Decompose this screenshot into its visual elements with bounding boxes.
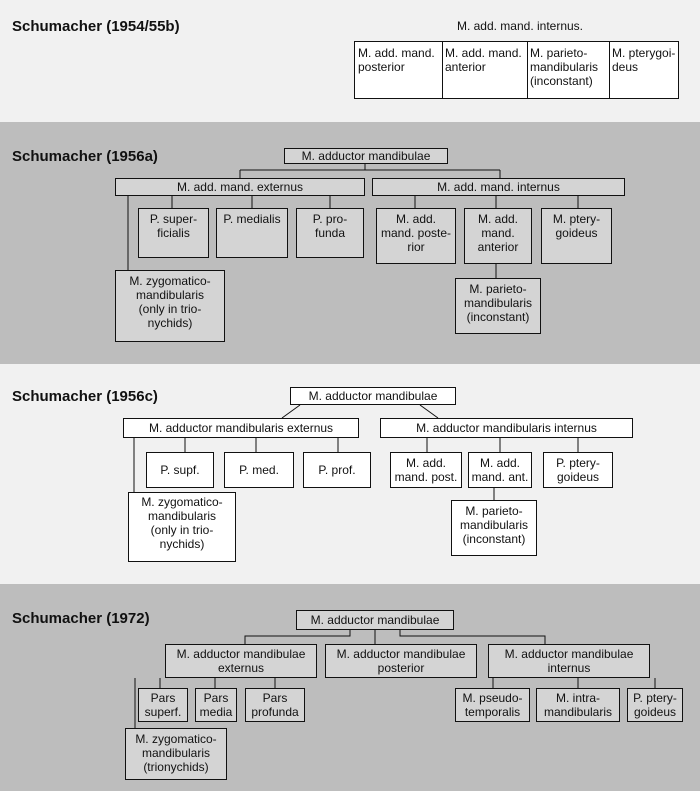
ext-child-node: Pars superf. (138, 688, 188, 722)
int-child-node: M. pseudo- temporalis (455, 688, 530, 722)
posterior-node: M. adductor mandibulae posterior (325, 644, 477, 678)
panel-title: Schumacher (1954/55b) (12, 18, 180, 35)
ext-child-node: P. med. (224, 452, 294, 488)
zygomatico-node: M. zygomatico- mandibularis (only in trio- nychids) (115, 270, 225, 342)
root-node: M. adductor mandibulae (296, 610, 454, 630)
panel-title: Schumacher (1956a) (12, 148, 158, 165)
ext-child-node: P. super- ficialis (138, 208, 209, 258)
zygomatico-node: M. zygomatico- mandibularis (trionychids) (125, 728, 227, 780)
table-cell: M. pterygoi- deus (612, 46, 676, 74)
parieto-node: M. parieto- mandibularis (inconstant) (455, 278, 541, 334)
parieto-node: M. parieto- mandibularis (inconstant) (451, 500, 537, 556)
ext-child-node: P. supf. (146, 452, 214, 488)
externus-node: M. adductor mandibularis externus (123, 418, 359, 438)
panel-title: Schumacher (1972) (12, 610, 150, 627)
int-child-node: M. add. mand. ant. (468, 452, 532, 488)
table-header: M. add. mand. internus. (456, 19, 584, 33)
panel-schumacher-1956a (0, 122, 700, 364)
int-child-node: M. intra- mandibularis (536, 688, 620, 722)
ext-child-node: P. pro- funda (296, 208, 364, 258)
int-child-node: M. add. mand. post. (390, 452, 462, 488)
int-child-node: M. add. mand. anterior (464, 208, 532, 264)
ext-child-node: P. medialis (216, 208, 288, 258)
panel-schumacher-1954 (0, 0, 700, 122)
ext-child-node: Pars media (195, 688, 237, 722)
panel-title: Schumacher (1956c) (12, 388, 158, 405)
panel-schumacher-1956c (0, 364, 700, 584)
internus-node: M. adductor mandibulae internus (488, 644, 650, 678)
ext-child-node: P. prof. (303, 452, 371, 488)
table-cell: M. parieto- mandibularis (inconstant) (527, 42, 610, 98)
zygomatico-node: M. zygomatico- mandibularis (only in trio- nychids) (128, 492, 236, 562)
externus-node: M. add. mand. externus (115, 178, 365, 196)
int-child-node: P. ptery- goideus (543, 452, 613, 488)
table-cell: M. add. mand. anterior (442, 42, 528, 98)
internus-node: M. add. mand. internus (372, 178, 625, 196)
root-node: M. adductor mandibulae (290, 387, 456, 405)
table-cell: M. add. mand. posterior (355, 42, 443, 98)
muscle-table (354, 41, 679, 99)
int-child-node: M. add. mand. poste- rior (376, 208, 456, 264)
internus-node: M. adductor mandibularis internus (380, 418, 633, 438)
int-child-node: P. ptery- goideus (627, 688, 683, 722)
externus-node: M. adductor mandibulae externus (165, 644, 317, 678)
ext-child-node: Pars profunda (245, 688, 305, 722)
root-node: M. adductor mandibulae (284, 148, 448, 164)
panel-schumacher-1972 (0, 584, 700, 791)
int-child-node: M. ptery- goideus (541, 208, 612, 264)
